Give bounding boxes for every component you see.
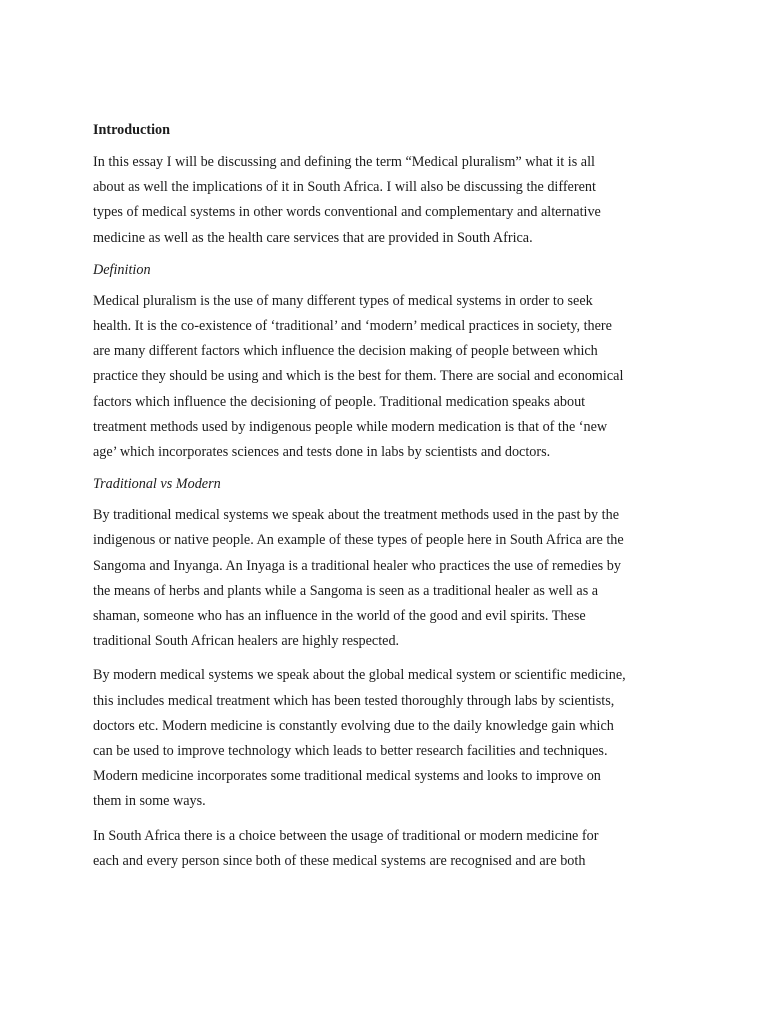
paragraph-line: shaman, someone who has an influence in the world of the good and evil spirits. These xyxy=(93,608,586,625)
modern-paragraph xyxy=(93,663,683,814)
intro-paragraph xyxy=(93,150,683,251)
traditional-vs-modern-heading: Traditional vs Modern xyxy=(93,476,221,493)
paragraph-line: Modern medicine incorporates some traditional medical systems and looks to improve on xyxy=(93,768,601,785)
paragraph-line: this includes medical treatment which has been tested thoroughly through labs by scientists, xyxy=(93,692,615,709)
paragraph-line: age’ which incorporates sciences and tests done in labs by scientists and doctors. xyxy=(93,444,551,461)
paragraph-line: are many different factors which influence the decision making of people between which xyxy=(93,343,598,360)
paragraph-line: traditional South African healers are highly respected. xyxy=(93,633,400,650)
paragraph-line: factors which influence the decisioning of people. Traditional medication speaks about xyxy=(93,393,586,410)
paragraph-line: indigenous or native people. An example of these types of people here in South Africa are the xyxy=(93,532,624,549)
south-africa-paragraph xyxy=(93,824,683,874)
definition-paragraph xyxy=(93,289,683,465)
paragraph-line: By modern medical systems we speak about the global medical system or scientific medicine, xyxy=(93,667,626,684)
paragraph-line: Sangoma and Inyanga. An Inyaga is a traditional healer who practices the use of remedies by xyxy=(93,557,621,574)
paragraph-line: treatment methods used by indigenous people while modern medication is that of the ‘new xyxy=(93,418,608,435)
paragraph-line: By traditional medical systems we speak about the treatment methods used in the past by the xyxy=(93,507,619,524)
paragraph-line: can be used to improve technology which leads to better research facilities and techniques. xyxy=(93,743,608,760)
paragraph-line: practice they should be using and which is the best for them. There are social and economical xyxy=(93,368,624,385)
traditional-paragraph xyxy=(93,503,683,654)
paragraph-line: medicine as well as the health care services that are provided in South Africa. xyxy=(93,229,533,246)
document-page xyxy=(93,120,683,883)
paragraph-line: types of medical systems in other words conventional and complementary and alternative xyxy=(93,204,601,221)
definition-heading: Definition xyxy=(93,261,151,278)
paragraph-line: Medical pluralism is the use of many different types of medical systems in order to seek xyxy=(93,292,593,309)
paragraph-line: In this essay I will be discussing and defining the term “Medical pluralism” what it is all xyxy=(93,154,595,170)
paragraph-line: the means of herbs and plants while a Sangoma is seen as a traditional healer as well as a xyxy=(93,582,599,599)
introduction-heading: Introduction xyxy=(93,122,170,138)
paragraph-line: them in some ways. xyxy=(93,793,206,810)
paragraph-line: each and every person since both of these medical systems are recognised and are both xyxy=(93,852,586,869)
paragraph-line: about as well the implications of it in South Africa. I will also be discussing the different xyxy=(93,179,596,196)
paragraph-line: In South Africa there is a choice between the usage of traditional or modern medicine for xyxy=(93,827,599,844)
paragraph-line: doctors etc. Modern medicine is constantly evolving due to the daily knowledge gain which xyxy=(93,717,614,734)
paragraph-line: health. It is the co-existence of ‘traditional’ and ‘modern’ medical practices in society, there xyxy=(93,318,612,335)
